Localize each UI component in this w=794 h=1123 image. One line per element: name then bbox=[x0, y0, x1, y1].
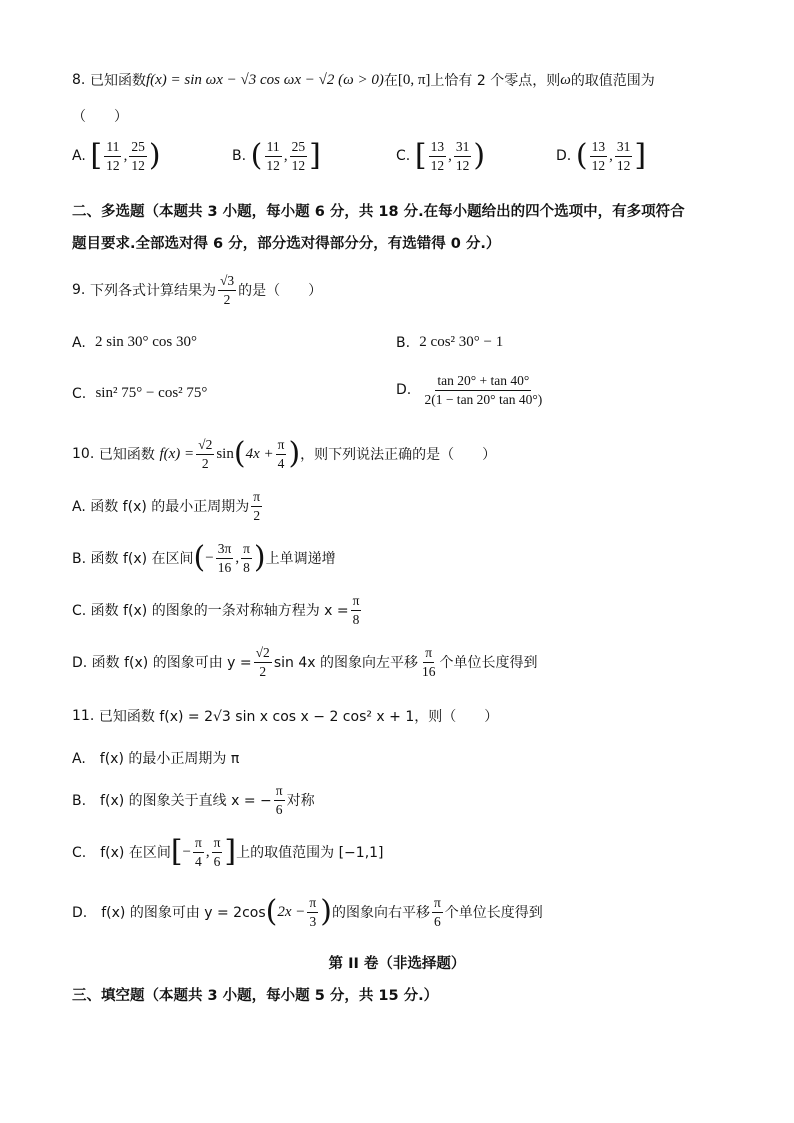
q11-b-text-b: 对称 bbox=[286, 793, 315, 809]
q8-stem-d: 的取值范围为 bbox=[570, 73, 655, 89]
q8-option-letter: B. bbox=[232, 148, 247, 164]
q10-stem: 10. 已知函数 f(x) = $\frac{√2}{2}$ sin ( 4x + $\frac{\pi}{4}$ ) ，则下列说法正确的是（ ） bbox=[72, 436, 497, 471]
q11-b-text-a: B. f(x) 的图象关于直线 x = − bbox=[72, 793, 272, 809]
q10-d-text-b: sin 4x 的图象向左平移 bbox=[273, 655, 418, 671]
q10-d-text-c: 个单位长度得到 bbox=[439, 655, 538, 671]
q9-a-expr: 2 sin 30° cos 30° bbox=[95, 334, 197, 350]
q8-option-a: A. [ $\frac{11}{12}$ , $\frac{25}{12}$ ) bbox=[72, 138, 161, 173]
q9-d-den: 2(1 − tan 20° tan 40°) bbox=[424, 391, 543, 407]
part2-title: 第 II 卷（非选择题） bbox=[328, 956, 466, 972]
q10-b-num1: 3π bbox=[216, 542, 234, 559]
q11-d-num2: π bbox=[432, 896, 443, 913]
q8-option-den2: 12 bbox=[455, 157, 470, 173]
q9-d-letter: D. bbox=[396, 382, 412, 398]
q10-b-text-b: 上单调递增 bbox=[265, 551, 336, 567]
q11-c-den1: 4 bbox=[195, 853, 202, 869]
q11-d-den: 3 bbox=[309, 913, 317, 929]
q8-option-letter: A. bbox=[72, 148, 86, 164]
q11-d-num: π bbox=[307, 896, 318, 913]
q10-number: 10. bbox=[72, 446, 95, 462]
q10-option-c bbox=[72, 594, 363, 626]
q8-option-right-bracket: ] bbox=[309, 138, 321, 173]
q10-b-den1: 16 bbox=[217, 559, 232, 575]
q11-stem-text: 已知函数 f(x) = 2√3 sin x cos x − 2 cos² x + 1，则（ ） bbox=[98, 709, 499, 725]
q11-d-arg: 2x − bbox=[277, 903, 306, 920]
q8-option-den1: 12 bbox=[591, 157, 606, 173]
q9-c-letter: C. bbox=[72, 385, 87, 402]
q8-number: 8. bbox=[72, 72, 86, 88]
section3-header: 三、填空题（本题共 3 小题，每小题 5 分，共 15 分.） bbox=[72, 988, 439, 1004]
q8-paren: （ ） bbox=[72, 109, 128, 125]
q9-option-c bbox=[72, 385, 207, 402]
q8-option-num2: 25 bbox=[290, 140, 308, 157]
q8-option-num2: 31 bbox=[615, 140, 633, 157]
q11-d-text-c: 个单位长度得到 bbox=[444, 905, 543, 921]
q8-option-den2: 12 bbox=[291, 157, 306, 173]
q10-coef-den: 2 bbox=[201, 455, 209, 471]
q11-c-num2: π bbox=[212, 836, 223, 853]
q11-b-num: π bbox=[274, 784, 285, 801]
q8-option-num1: 13 bbox=[429, 140, 447, 157]
q8-option-left-bracket: ( bbox=[575, 138, 588, 173]
q11-option-c: C. f(x) 在区间 [ − $\frac{\pi}{4}$ , $\frac{\pi}{6}$ ] 上的取值范围为 [−1,1] bbox=[72, 834, 384, 869]
q9-c-expr: sin² 75° − cos² 75° bbox=[95, 385, 208, 401]
q9-stem bbox=[72, 274, 322, 306]
q10-d-num2: π bbox=[423, 646, 434, 663]
q10-c-num: π bbox=[351, 594, 362, 611]
q11-d-text-a: D. f(x) 的图象可由 y = 2cos bbox=[72, 905, 266, 921]
q10-a-text: A. 函数 f(x) 的最小正周期为 bbox=[72, 499, 250, 515]
q8-option-left-bracket: ( bbox=[250, 138, 263, 173]
q8-option-den1: 12 bbox=[430, 157, 445, 173]
q8-option-right-bracket: ) bbox=[473, 138, 486, 173]
q11-d-text-b: 的图象向右平移 bbox=[331, 905, 430, 921]
q8-stem-c: 上恰有 2 个零点，则 bbox=[430, 73, 561, 89]
q11-b-den: 6 bbox=[275, 801, 283, 817]
q9-option-d bbox=[396, 374, 546, 406]
q8-option-right-bracket: ) bbox=[148, 138, 161, 173]
q9-stem-a: 下列各式计算结果为 bbox=[89, 283, 216, 299]
q11-c-text-a: C. f(x) 在区间 bbox=[72, 845, 171, 861]
q9-d-num: tan 20° + tan 40° bbox=[435, 374, 531, 391]
q10-d-text-a: D. 函数 f(x) 的图象可由 y = bbox=[72, 655, 252, 671]
q10-d-num: √2 bbox=[254, 646, 272, 663]
q10-option-d bbox=[72, 646, 537, 678]
q11-option-b bbox=[72, 784, 315, 816]
q8-option-den1: 12 bbox=[106, 157, 120, 173]
q10-b-text-a: B. 函数 f(x) 在区间 bbox=[72, 551, 194, 567]
q8-option-num2: 31 bbox=[454, 140, 472, 157]
q9-b-letter: B. bbox=[396, 334, 411, 351]
q8-option-b: B. ( $\frac{11}{12}$ , $\frac{25}{12}$ ] bbox=[232, 138, 321, 173]
q10-option-a bbox=[72, 490, 264, 522]
q11-c-text-b: 上的取值范围为 [−1,1] bbox=[236, 845, 384, 861]
q10-lhs: f(x) = bbox=[159, 445, 195, 462]
q11-a-text: A. f(x) 的最小正周期为 π bbox=[72, 751, 240, 767]
q8-interval: [0, π] bbox=[397, 71, 431, 88]
q9-frac-num: √3 bbox=[218, 274, 236, 291]
q10-d-den: 2 bbox=[259, 663, 267, 679]
q8-stem bbox=[72, 70, 655, 90]
q8-option-left-bracket: [ bbox=[414, 138, 427, 173]
q8-option-num2: 25 bbox=[129, 140, 147, 157]
q9-b-expr: 2 cos² 30° − 1 bbox=[419, 334, 504, 350]
q8-option-d: D. ( $\frac{13}{12}$ , $\frac{31}{12}$ ] bbox=[556, 138, 647, 173]
q8-option-left-bracket: [ bbox=[90, 138, 103, 173]
q8-option-c: C. [ $\frac{13}{12}$ , $\frac{31}{12}$ ) bbox=[396, 138, 486, 173]
q9-stem-b: 的是（ ） bbox=[238, 283, 323, 299]
q8-option-num1: 13 bbox=[590, 140, 608, 157]
q11-c-num1: π bbox=[193, 836, 204, 853]
q10-arg: 4x + bbox=[245, 445, 274, 462]
q10-b-den2: 8 bbox=[243, 559, 250, 575]
q10-a-num: π bbox=[251, 490, 262, 507]
q11-option-a bbox=[72, 748, 239, 768]
q8-omega: ω bbox=[560, 71, 571, 88]
q11-d-den2: 6 bbox=[433, 913, 441, 929]
q9-option-b bbox=[396, 334, 503, 351]
q10-option-b: B. 函数 f(x) 在区间 ( − $\frac{3\pi}{16}$ , $\frac{\pi}{8}$ ) 上单调递增 bbox=[72, 540, 336, 575]
q10-c-den: 8 bbox=[352, 611, 360, 627]
q10-b-num2: π bbox=[241, 542, 252, 559]
q8-stem-a: 已知函数 bbox=[89, 73, 146, 89]
q10-stem-b: ，则下列说法正确的是（ ） bbox=[300, 447, 497, 463]
q8-option-num1: 11 bbox=[265, 140, 282, 157]
q10-sin: sin bbox=[216, 445, 234, 462]
q8-option-den2: 12 bbox=[131, 157, 145, 173]
q10-a-den: 2 bbox=[253, 507, 261, 523]
q10-c-text: C. 函数 f(x) 的图象的一条对称轴方程为 x = bbox=[72, 603, 349, 619]
q11-stem bbox=[72, 706, 498, 726]
q8-option-letter: C. bbox=[396, 148, 411, 164]
q10-d-den2: 16 bbox=[421, 663, 436, 679]
section2-line1: 二、多选题（本题共 3 小题，每小题 6 分，共 18 分.在每小题给出的四个选项中，有多项符合 bbox=[72, 204, 685, 220]
q8-option-right-bracket: ] bbox=[634, 138, 647, 173]
q8-option-letter: D. bbox=[556, 148, 572, 164]
q8-option-den2: 12 bbox=[616, 157, 631, 173]
q8-option-num1: 11 bbox=[104, 140, 121, 157]
q8-option-den1: 12 bbox=[266, 157, 280, 173]
q9-a-letter: A. bbox=[72, 334, 86, 351]
q10-pi: π bbox=[276, 438, 287, 455]
q8-stem-b: 在 bbox=[383, 73, 398, 89]
q10-four: 4 bbox=[277, 455, 285, 471]
q11-c-den2: 6 bbox=[213, 853, 221, 869]
section2-line2: 题目要求.全部选对得 6 分，部分选对得部分分，有选错得 0 分.） bbox=[72, 236, 501, 252]
q10-coef-num: √2 bbox=[196, 438, 214, 455]
q10-stem-a: 已知函数 bbox=[98, 447, 155, 463]
q9-number: 9. bbox=[72, 282, 86, 298]
q8-formula: f(x) = sin ωx − √3 cos ωx − √2 (ω > 0) bbox=[145, 71, 384, 88]
q9-frac-den: 2 bbox=[223, 291, 231, 307]
q11-option-d: D. f(x) 的图象可由 y = 2cos ( 2x − $\frac{\pi}{3}$ ) 的图象向右平移 $\frac{\pi}{6}$ 个单位长度得到 bbox=[72, 894, 543, 929]
q11-number: 11. bbox=[72, 708, 95, 724]
q9-option-a bbox=[72, 334, 197, 351]
